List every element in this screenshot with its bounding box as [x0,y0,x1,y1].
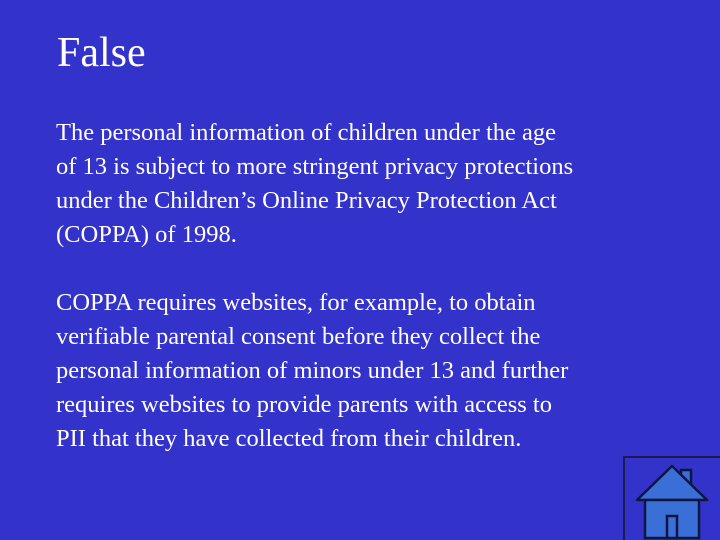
slide-title: False [57,30,146,76]
home-icon [625,458,720,540]
answer-paragraph-1: The personal information of children under the age of 13 is subject to more stringent privacy protections under the Children’s Online Privacy Protection Act (COPPA) of 1998. [56,119,574,248]
slide-body [56,116,676,456]
answer-paragraph-2: COPPA requires websites, for example, to obtain verifiable parental consent before they collect the personal information of minors under 13 and further requires websites to provide parents with access to PII that they have collected from their children. [56,289,569,452]
home-button[interactable] [623,456,720,540]
